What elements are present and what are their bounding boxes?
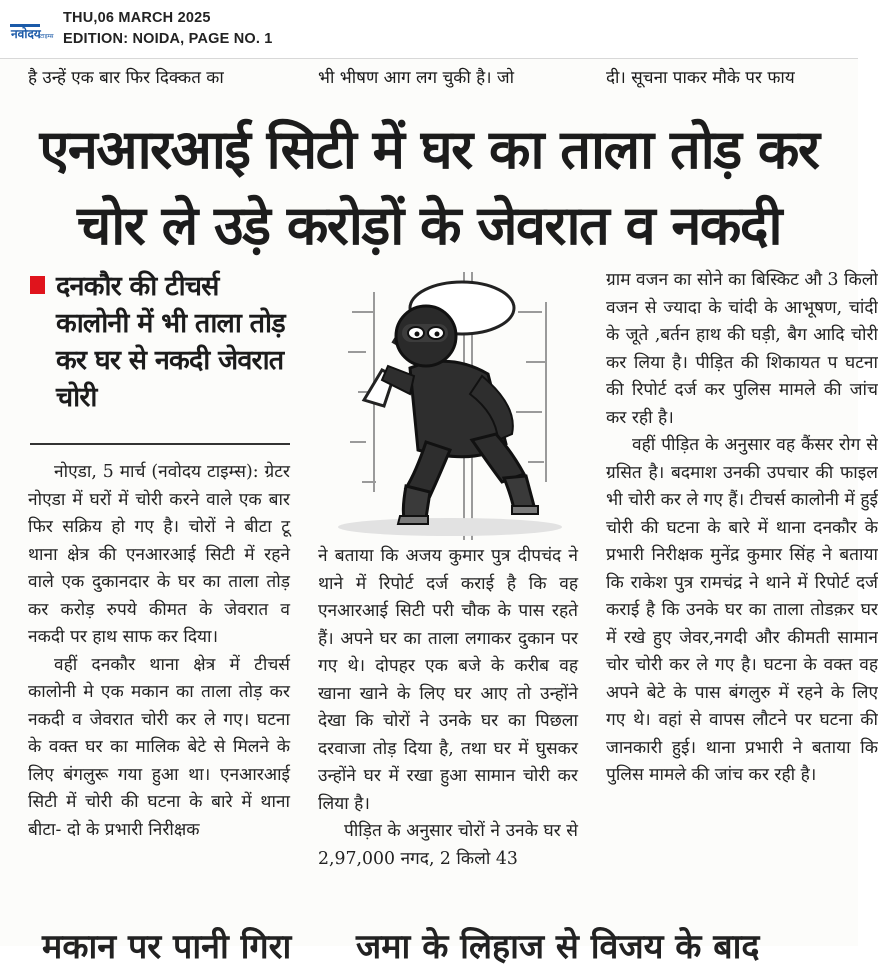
subheadline-marker [30, 276, 45, 294]
article-paragraph: पीड़ित के अनुसार चोरों ने उनके घर से 2,97,000 नगद, 2 किलो 43 [318, 821, 578, 869]
bottom-headline-fragment-1: मकान पर पानी गिरा [42, 927, 292, 967]
edition-date: THU,06 MARCH 2025 [63, 10, 211, 26]
newspaper-logo [10, 18, 54, 44]
article-column-3 [606, 267, 878, 790]
article-paragraph: ग्राम वजन का सोने का बिस्किट औ 3 किलो वजन से ज्यादा के चांदी के आभूषण, चांदी के जूते ,बर्तन हाथ की घड़ी, बैग आदि चोरी कर लिया है। पीड़ित की शिकायत प घटना की रिपोर्ट दर्ज कर पुलिस मामले की जांच कर रही है। [606, 270, 878, 428]
edition-header [0, 0, 858, 59]
article-column-1 [28, 459, 290, 844]
edition-info: EDITION: NOIDA, PAGE NO. 1 [63, 31, 273, 47]
article-paragraph: नोएडा, 5 मार्च (नवोदय टाइम्स): ग्रेटर नोएडा में घरों में चोरी करने वाले एक बार फिर सक्रिय हो गए है। चोरों ने बीटा टू थाना क्षेत्र की एनआरआई सिटी में रहने वाले एक दुकानदार के घर का ताला तोड़ कर करोड़ रुपये कीमत के जेवरात व नकदी पर हाथ साफ कर दिया। [28, 462, 290, 647]
bottom-headline-fragment-2: जमा के लिहाज से विजय के बाद [356, 927, 760, 967]
thief-illustration [322, 272, 578, 540]
subheadline: दनकौर की टीचर्स कालोनी में भी ताला तोड़ कर घर से नकदी जेवरात चोरी [56, 271, 285, 413]
article-paragraph: वहीं दनकौर थाना क्षेत्र में टीचर्स कालोनी मे एक मकान का ताला तोड़ कर नकदी व जेवरात चोरी कर ले गए। घटना के वक्त घर का मालिक बेटे से मिलने के लिए बंगलुरू गया हुआ था। एनआरआई सिटी में चोरी की घटना के बारे में थाना बीटा- दो के प्रभारी निरीक्षक [28, 654, 290, 840]
headline-line2: चोर ले उड़े करोड़ों के जेवरात व नकदी [76, 194, 781, 257]
top-snippet-col3: दी। सूचना पाकर मौके पर फाय [606, 68, 795, 88]
article-column-3-clip [606, 267, 878, 917]
headline-line1: एनआरआई सिटी में घर का ताला तोड़ कर [39, 118, 819, 181]
svg-text:टाइम्स: टाइम्स [40, 33, 54, 40]
article-paragraph: वहीं पीड़ित के अनुसार वह कैंसर रोग से ग्रसित है। बदमाश उनकी उपचार की फाइल भी चोरी कर ले गए हैं। टीचर्स कालोनी में हुई चोरी की घटना के बारे में थाना दनकौर के प्रभारी निरीक्षक मुनेंद्र कुमार सिंह ने बताया कि राकेश पुत्र रामचंद्र ने थाने में रिपोर्ट दर्ज कराई है कि उनके घर का ताला तोडक़र घर में रखे हुए जेवर,नगदी और कीमती सामान चोर चोरी कर ले गए है। घटना के वक्त वह अपने बेटे के पास बंगलुरु में रहने के लिए गए थे। वहां से वापस लौटने पर घटना की जानकारी हुई। थाना प्रभारी ने बताया कि पुलिस मामले की जांच कर रही है। [606, 435, 878, 785]
newspaper-page [0, 59, 878, 967]
top-snippet-col2: भी भीषण आग लग चुकी है। जो [318, 68, 515, 88]
svg-text:नवोदय: नवोदय [11, 27, 41, 41]
top-snippet-col1: है उन्हें एक बार फिर दिक्कत का [28, 68, 224, 88]
article-column-2 [318, 543, 578, 873]
subheadline-divider [30, 443, 290, 445]
article-paragraph: ने बताया कि अजय कुमार पुत्र दीपचंद ने थाने में रिपोर्ट दर्ज कराई है कि वह एनआरआई सिटी परी चौक के पास रहते हैं। अपने घर का ताला लगाकर दुकान पर गए थे। दोपहर एक बजे के करीब वह खाना खाने के लिए घर आए तो उन्होंने देखा कि चोरों ने उनके घर का पिछला दरवाजा तोड़ दिया है, तथा घर में घुसकर उन्होंने घर में रखा हुआ सामान चोरी कर लिया है। [318, 546, 578, 814]
